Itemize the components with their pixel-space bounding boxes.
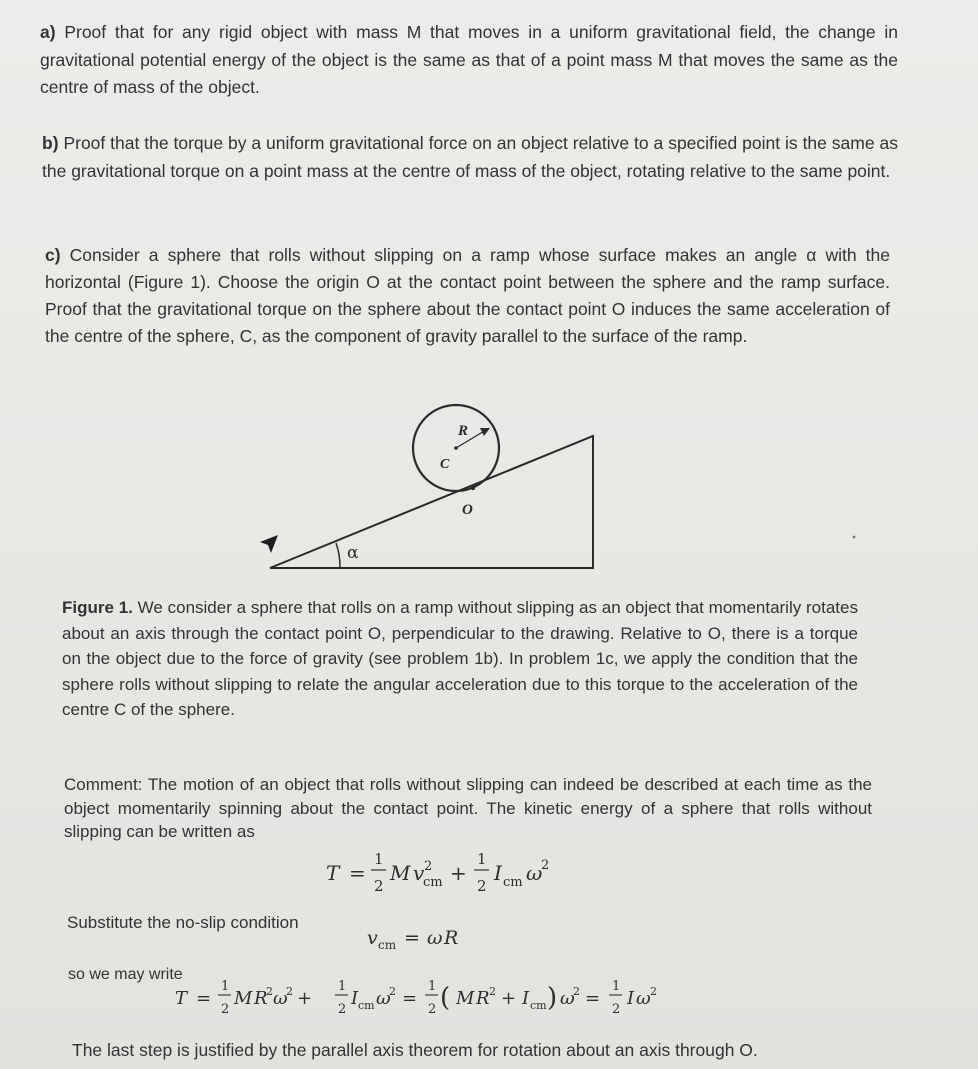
problem-c-label: c) bbox=[45, 245, 61, 265]
svg-text:I: I bbox=[494, 861, 502, 885]
problem-a-text: Proof that for any rigid object with mass M that moves in a uniform gravitational field, the change in gravitational potential energy of the object is the same as that of a point mass M that moves the same as the centre of mass of the object. bbox=[40, 22, 898, 97]
problem-a-label: a) bbox=[40, 22, 56, 42]
svg-text:T: T bbox=[175, 988, 188, 1009]
svg-text:(: ( bbox=[440, 983, 451, 1013]
svg-text:+: + bbox=[297, 988, 313, 1009]
svg-text:2: 2 bbox=[650, 985, 657, 998]
svg-text:2: 2 bbox=[489, 985, 496, 998]
problem-b-label: b) bbox=[42, 133, 59, 153]
svg-text:2: 2 bbox=[338, 1002, 347, 1017]
label-O: O bbox=[462, 502, 473, 518]
svg-text:1: 1 bbox=[374, 850, 384, 868]
svg-text:2: 2 bbox=[424, 859, 433, 874]
svg-text:2: 2 bbox=[389, 985, 396, 998]
label-C: C bbox=[440, 457, 450, 472]
svg-text:cm: cm bbox=[423, 875, 443, 890]
svg-text:=: = bbox=[585, 988, 601, 1009]
problem-c-text: Consider a sphere that rolls without slipping on a ramp whose surface makes an angle α with the horizontal (Figure 1). Choose the origin O at the contact point between the sphere and the ramp surface. Proof that the gravitational torque on the sphere about the contact point O induces the same acceleration of the centre of the sphere, C, as the component of gravity parallel to the surface of the ramp. bbox=[45, 245, 890, 346]
svg-text:I: I bbox=[627, 988, 635, 1009]
svg-text:ω: ω bbox=[376, 988, 391, 1009]
svg-text:2: 2 bbox=[266, 985, 273, 998]
caption-label: Figure 1. bbox=[62, 598, 133, 617]
svg-text:cm: cm bbox=[503, 875, 523, 890]
svg-text:I: I bbox=[522, 988, 530, 1009]
svg-text:2: 2 bbox=[612, 1002, 621, 1017]
svg-text:2: 2 bbox=[221, 1002, 230, 1017]
svg-text:2: 2 bbox=[286, 985, 293, 998]
svg-text:T: T bbox=[326, 861, 340, 885]
svg-text:M: M bbox=[234, 988, 253, 1009]
label-R: R bbox=[458, 423, 469, 439]
svg-text:2: 2 bbox=[428, 1002, 437, 1017]
svg-text:2: 2 bbox=[573, 985, 580, 998]
svg-text:v: v bbox=[367, 927, 378, 949]
so-write-text: so we may write bbox=[68, 966, 183, 983]
svg-text:ω: ω bbox=[636, 988, 651, 1009]
svg-text:1: 1 bbox=[338, 979, 347, 994]
svg-text:R: R bbox=[444, 927, 459, 949]
comment-text: Comment: The motion of an object that rolls without slipping can indeed be described at each time as the object momentarily spinning about the contact point. The kinetic energy of a sphere that rolls without slipping can be written as bbox=[64, 775, 872, 841]
svg-text:cm: cm bbox=[378, 938, 397, 952]
svg-text:cm: cm bbox=[358, 999, 375, 1012]
svg-text:1: 1 bbox=[221, 979, 230, 994]
svg-text:=: = bbox=[196, 988, 212, 1009]
svg-text:2: 2 bbox=[374, 877, 384, 895]
svg-text:=: = bbox=[349, 861, 366, 885]
svg-text:=: = bbox=[404, 927, 420, 949]
svg-text:v: v bbox=[413, 861, 425, 885]
problem-b-text: Proof that the torque by a uniform gravitational force on an object relative to a specified point is the same as the gravitational torque on a point mass at the centre of mass of the object, rotating relative to the same point. bbox=[42, 133, 898, 181]
svg-text:2: 2 bbox=[541, 858, 550, 873]
svg-text:ω: ω bbox=[526, 861, 543, 885]
svg-text:ω: ω bbox=[273, 988, 288, 1009]
svg-text:M: M bbox=[390, 861, 411, 885]
svg-text:1: 1 bbox=[612, 979, 621, 994]
svg-text:=: = bbox=[402, 988, 418, 1009]
svg-text:cm: cm bbox=[530, 999, 547, 1012]
svg-text:1: 1 bbox=[428, 979, 437, 994]
svg-text:ω: ω bbox=[560, 988, 575, 1009]
caption-text: We consider a sphere that rolls on a ramp without slipping as an object that momentarily rotates about an axis through the contact point O, perpendicular to the drawing. Relative to O, there is a torque on the object due to the force of gravity (see problem 1b). In problem 1c, we apply the condition that the sphere rolls without slipping to relate the angular acceleration due to this torque to the acceleration of the centre C of the sphere. bbox=[62, 598, 858, 719]
svg-text:1: 1 bbox=[477, 850, 487, 868]
svg-text:I: I bbox=[351, 988, 359, 1009]
svg-text:+: + bbox=[450, 861, 467, 885]
last-step-text: The last step is justified by the parallel axis theorem for rotation about an axis through O. bbox=[72, 1039, 758, 1060]
svg-text:M: M bbox=[456, 988, 475, 1009]
svg-text:ω: ω bbox=[427, 927, 443, 949]
svg-text:): ) bbox=[547, 983, 558, 1013]
svg-text:R: R bbox=[254, 988, 268, 1009]
svg-text:+: + bbox=[501, 988, 517, 1009]
substitute-text: Substitute the no-slip condition bbox=[67, 913, 299, 932]
svg-text:R: R bbox=[476, 988, 490, 1009]
label-alpha: α bbox=[347, 543, 359, 563]
svg-text:2: 2 bbox=[477, 877, 487, 895]
